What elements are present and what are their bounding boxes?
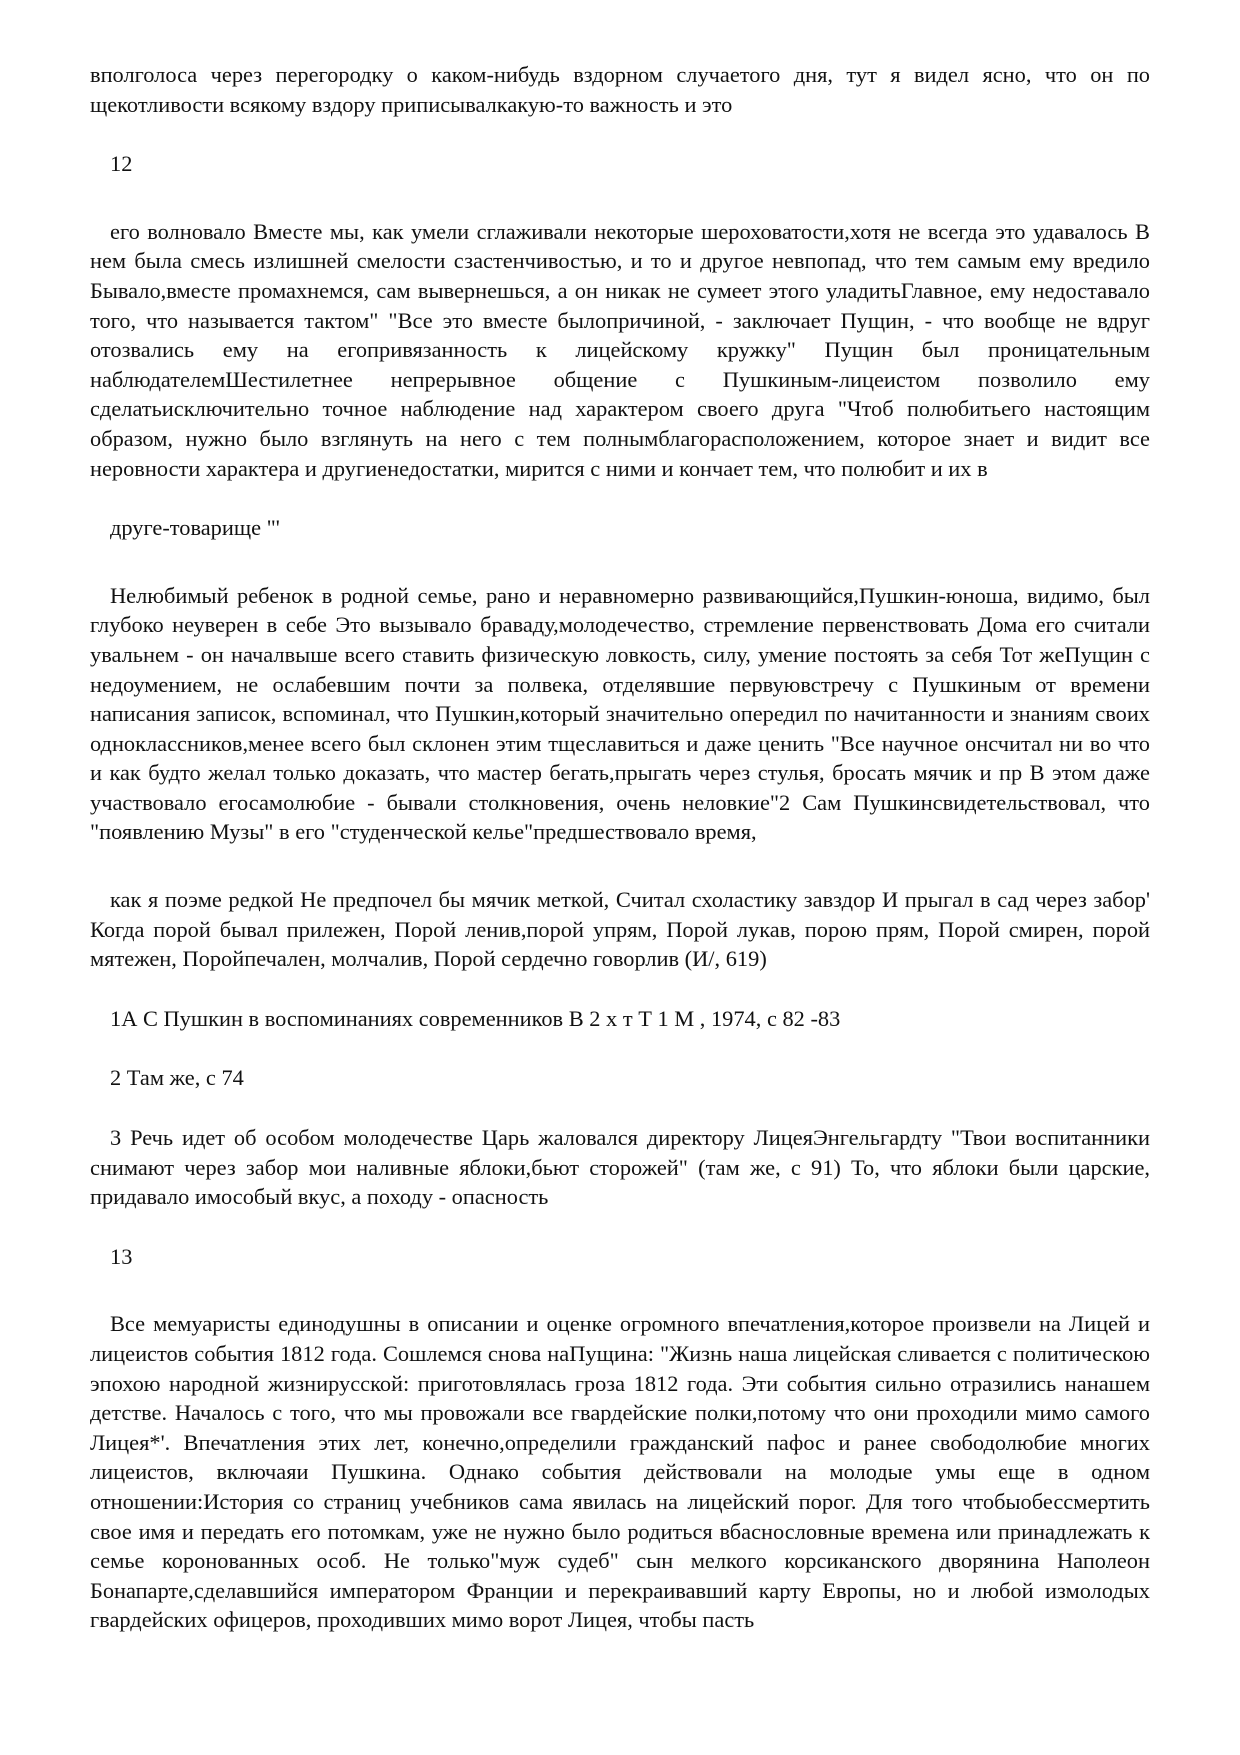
paragraph-tail: друге-товарище "' xyxy=(110,515,280,541)
verse-quote: как я поэме редкой Не предпочел бы мячик меткой, Считал схоластику завздор И прыгал в сад через забор' Когда порой бывал прилежен, Порой ленив,порой упрям, Порой лукав, порою прям, Порой смирен, порой мятежен, Поройпечален, молчалив, Порой сердечно говорлив (И/, 619) xyxy=(90,887,1150,972)
footnote-1: 1А С Пушкин в воспоминаниях современников В 2 х т Т 1 М , 1974, с 82 -83 xyxy=(110,1005,841,1031)
footnote-3: 3 Речь идет об особом молодечестве Царь жаловался директору ЛицеяЭнгельгардту "Твои воспитанники снимают через забор мои наливные яблоки,бьют сторожей" (там же, с 91) То, что яблоки были царские, придавало имособый вкус, а походу - опасность xyxy=(90,1125,1150,1210)
paragraph: Нелюбимый ребенок в родной семье, рано и неравномерно развивающийся,Пушкин-юноша, видимо, был глубоко неуверен в себе Это вызывало браваду,молодечество, стремление первенствовать Дома его считали увальнем - он началвыше всего ставить физическую ловкость, силу, умение постоять за себя Тот жеПущин с недоумением, не ослабевшим почти за полвека, отделявшие первуювстречу с Пушкиным от времени написания записок, вспоминал, что Пушкин,который значительно опередил по начитанности и знаниям своих одноклассников,менее всего был склонен этим тщеславиться и даже ценить "Все научное онсчитал ни во что и как будто желал только доказать, что мастер бегать,прыгать через стулья, бросать мячик и пр В этом даже участвовало егосамолюбие - бывали столкновения, очень неловкие"2 Сам Пушкинсвидетельствовал, что "появлению Музы" в его "студенческой кельe"предшествовало время, xyxy=(90,582,1150,845)
footnote-2: 2 Там же, с 74 xyxy=(110,1065,244,1091)
paragraph: его волновало Вместе мы, как умели сглаживали некоторые шероховатости,хотя не всегда это удавалось В нем была смесь излишней смелости сзастенчивостью, и то и другое невпопад, что тем самым ему вредило Бывало,вместе промахнемся, сам вывернешься, а он никак не сумеет этого уладитьГлавное, ему недоставало того, что называется тактом" "Все это вместе былопричиной, - заключает Пущин, - что вообще не вдруг отозвались ему на егопривязанность к лицейскому кружку" Пущин был проницательным наблюдателемШестилетнее непрерывное общение с Пушкиным-лицеистом позволило ему сделатьисключительно точное наблюдение над характером своего друга "Чтоб полюбитьего настоящим образом, нужно было взглянуть на него с тем полнымблагорасположением, которое знает и видит все неровности характера и другиенедостатки, мирится с ними и кончает тем, что полюбит и их в xyxy=(90,218,1150,481)
document-page xyxy=(90,60,1150,1635)
paragraph: Все мемуаристы единодушны в описании и оценке огромного впечатления,которое произвели на Лицей и лицеистов события 1812 года. Сошлемся снова наПущина: "Жизнь наша лицейская сливается с политическою эпохою народной жизнирусской: приготовлялась гроза 1812 года. Эти события сильно отразились нанашем детстве. Началось с того, что мы провожали все гвардейские полки,потому что они проходили мимо самого Лицея*'. Впечатления этих лет, конечно,определили гражданский пафос и ранее свободолюбие многих лицеистов, включаяи Пушкина. Однако события действовали на молодые умы еще в одном отношении:История со страниц учебников сама явилась на лицейский порог. Для того чтобыобессмертить свое имя и передать его потомкам, уже не нужно было родиться вбаснословные времена или принадлежать к семье коронованных особ. Не только"муж судеб" сын мелкого корсиканского дворянина Наполеон Бонапарте,сделавшийся императором Франции и перекраивавший карту Европы, но и любой измолодых гвардейских офицеров, проходивших мимо ворот Лицея, чтобы пасть xyxy=(90,1311,1150,1633)
page-number: 13 xyxy=(110,1243,133,1269)
paragraph-continued: вполголоса через перегородку о каком-нибудь вздорном случаетого дня, тут я видел ясно, что он по щекотливости всякому вздору приписывалкакую-то важность и это xyxy=(90,62,1150,117)
page-number: 12 xyxy=(110,151,133,177)
